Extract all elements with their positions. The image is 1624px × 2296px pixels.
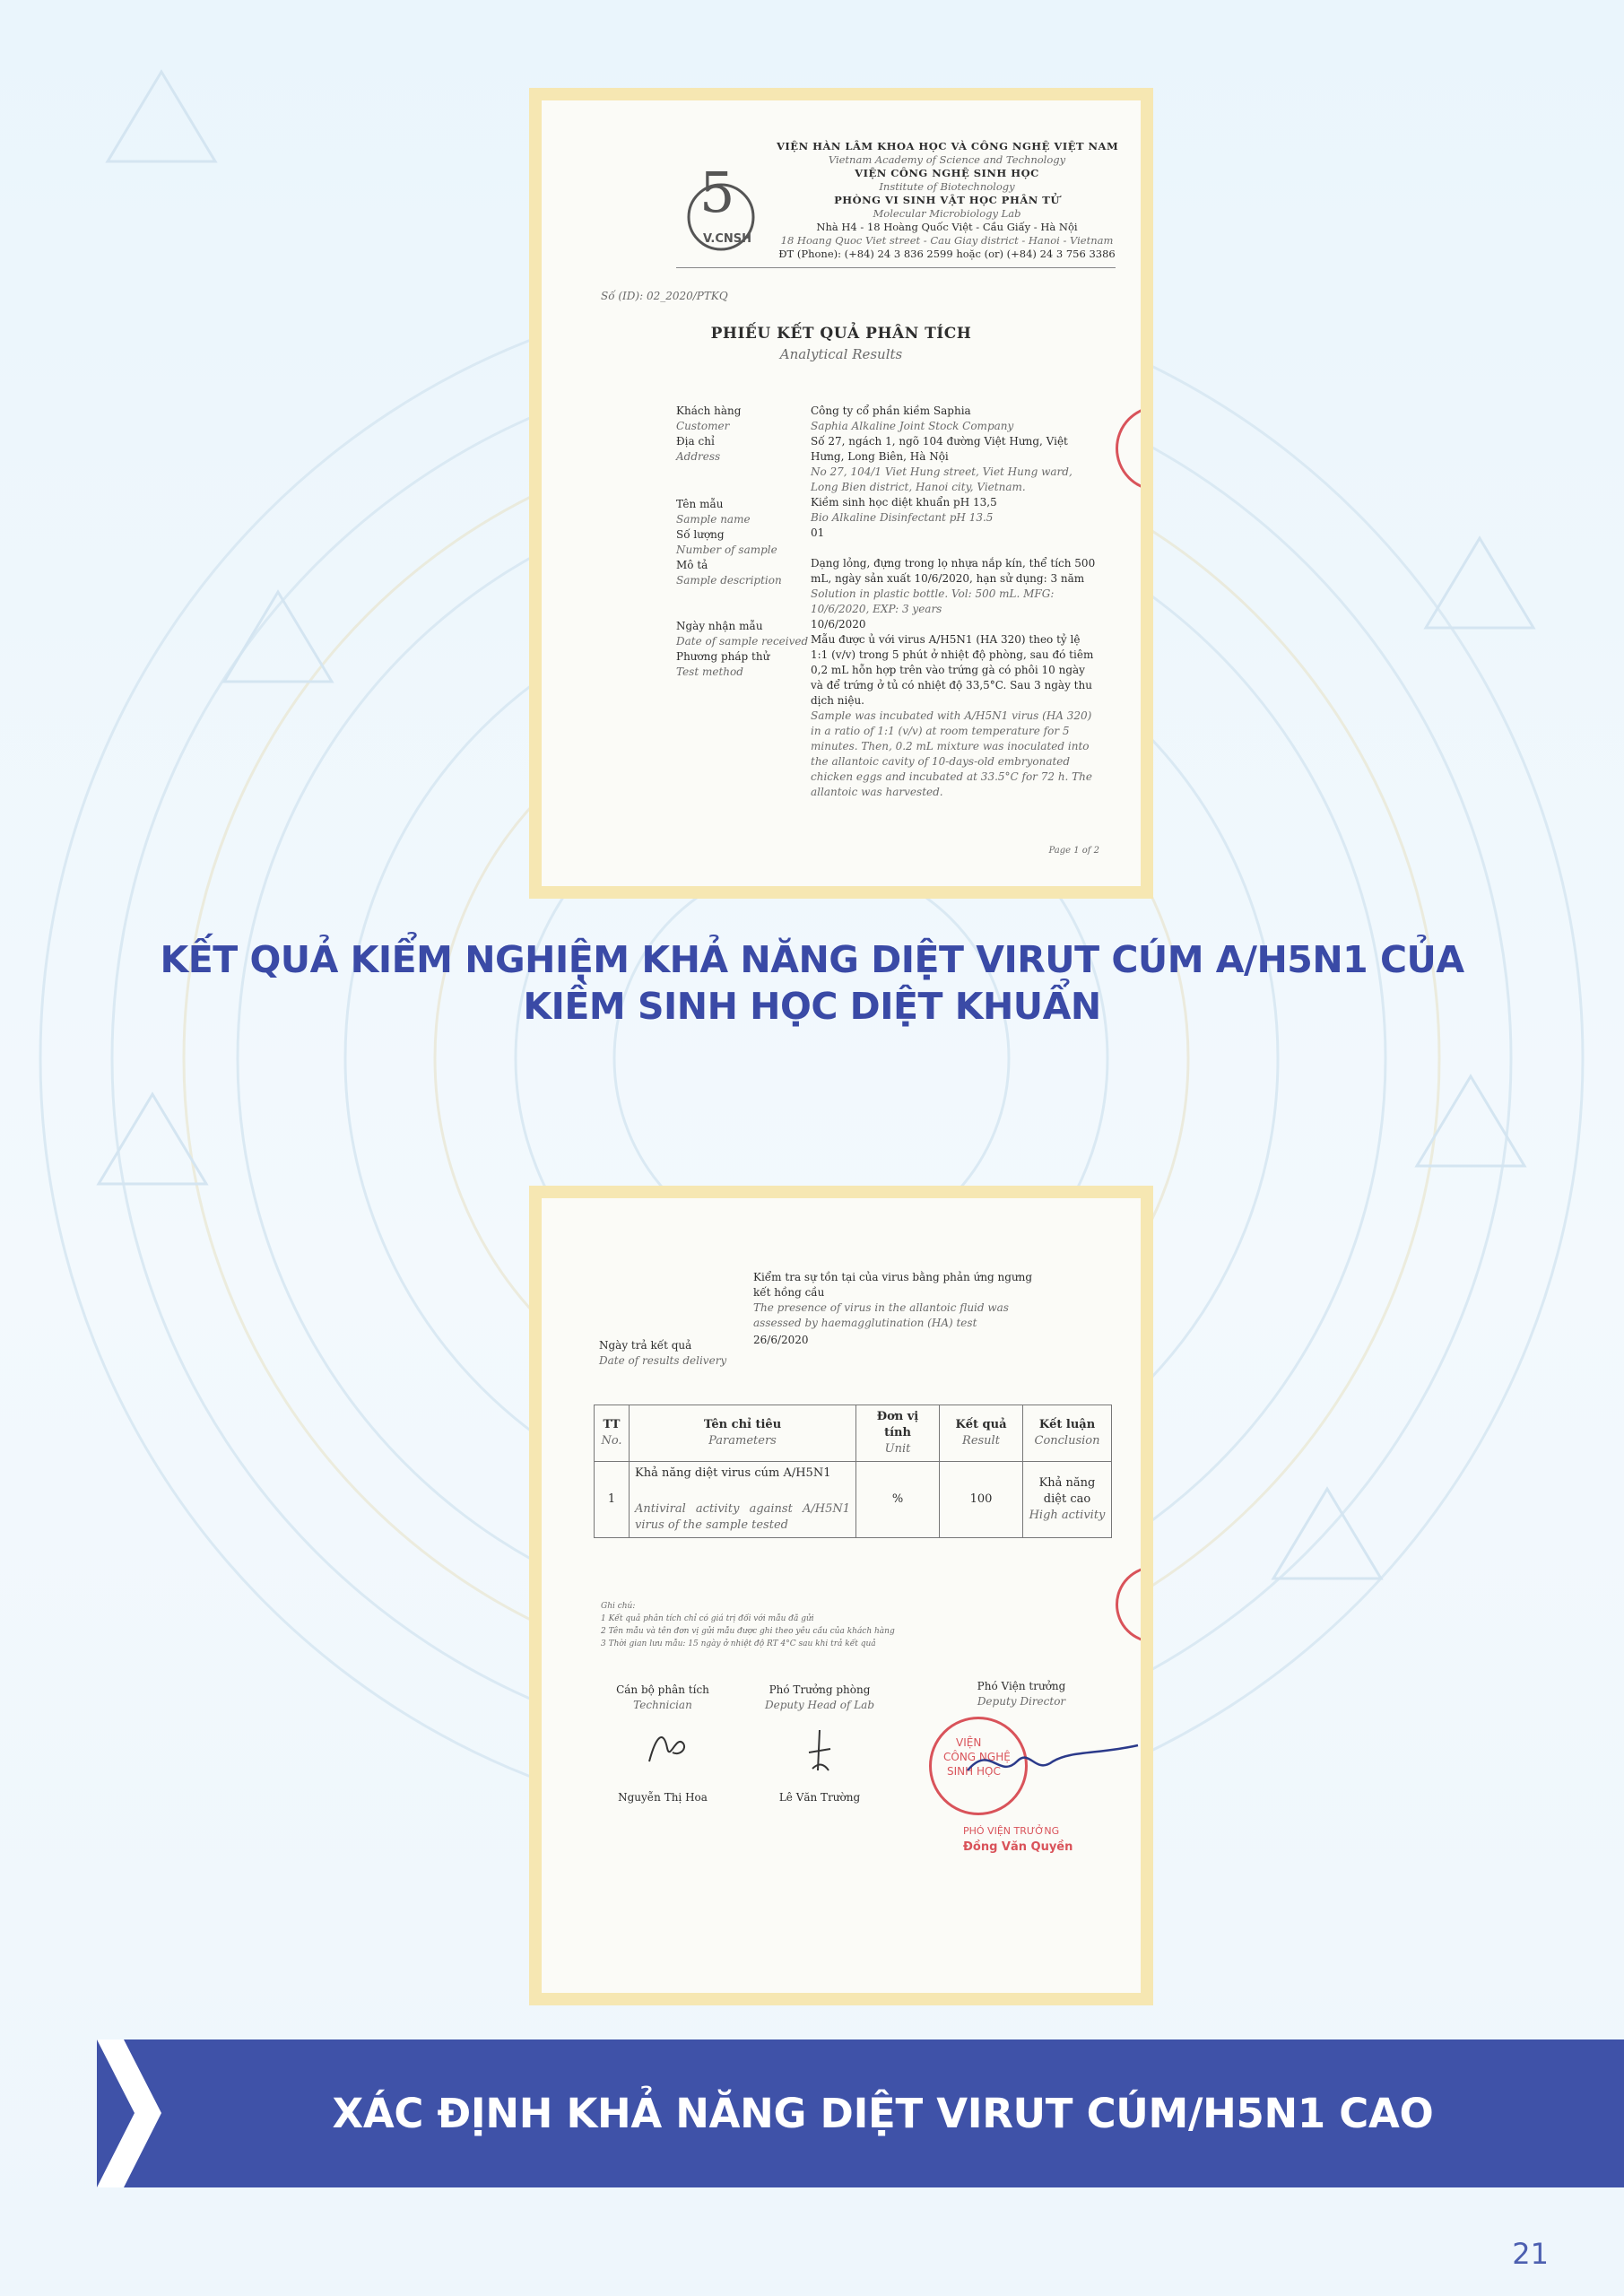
signer-role-en: Technician xyxy=(633,1699,692,1711)
label-en: Number of sample xyxy=(676,544,777,556)
conclusion-banner xyxy=(97,2039,1624,2187)
page-number: 21 xyxy=(1512,2237,1549,2271)
note-line: 2 Tên mẫu và tên đơn vị gửi mẫu được ghi theo yêu cầu của khách hàng xyxy=(601,1627,895,1636)
header-line: Vietnam Academy of Science and Technology xyxy=(828,153,1066,166)
value-line: No 27, 104/1 Viet Hung street, Viet Hung ward, xyxy=(811,465,1073,478)
value-line: minutes. Then, 0.2 mL mixture was inoculated into xyxy=(811,740,1090,752)
value-line: chicken eggs and incubated at 33.5°C for 72 h. The xyxy=(811,770,1093,783)
label-vi: Tên mẫu xyxy=(676,498,724,510)
date-value: 26/6/2020 xyxy=(753,1334,809,1346)
analytical-results-page-2-frame xyxy=(529,1186,1153,2005)
header-line: Institute of Biotechnology xyxy=(879,180,1015,193)
signature-technician-icon xyxy=(640,1726,694,1770)
header-line: Molecular Microbiology Lab xyxy=(873,207,1021,220)
document-page-1 xyxy=(542,100,1141,886)
header-line: VIỆN CÔNG NGHỆ SINH HỌC xyxy=(855,167,1039,179)
signer-role-en: Deputy Director xyxy=(977,1695,1066,1708)
label-en: Sample description xyxy=(676,574,782,587)
cell-unit: % xyxy=(856,1462,940,1538)
stamp-line: VIỆN xyxy=(956,1736,982,1749)
header-divider xyxy=(676,267,1116,268)
value-line: 10/6/2020 xyxy=(811,618,866,631)
value-line: Kiềm sinh học diệt khuẩn pH 13,5 xyxy=(811,496,997,509)
conclusion-vi: Khả năng diệt cao xyxy=(1038,1476,1096,1506)
header-line: 18 Hoang Quoc Viet street - Cau Giay district - Hanoi - Vietnam xyxy=(780,234,1114,247)
label-vi: Ngày nhận mẫu xyxy=(676,620,763,632)
value-line: mL, ngày sản xuất 10/6/2020, hạn sử dụng: 3 năm xyxy=(811,572,1085,585)
param-en: Antiviral activity against A/H5N1 virus of the sample tested xyxy=(635,1502,850,1532)
note-line: Ghi chú: xyxy=(601,1602,636,1611)
signer-deputy-director xyxy=(963,1679,1080,1709)
section-heading xyxy=(143,936,1481,1030)
field-labels xyxy=(676,404,808,680)
signer-role-vi: Phó Trưởng phòng xyxy=(769,1683,871,1696)
results-table xyxy=(594,1405,1112,1538)
value-line: 10/6/2020, EXP: 3 years xyxy=(811,603,942,615)
table-row xyxy=(595,1462,1112,1538)
label-vi: Địa chỉ xyxy=(676,435,715,448)
document-title: PHIẾU KẾT QUẢ PHÂN TÍCH xyxy=(710,325,972,343)
chevron-right-icon xyxy=(97,2039,178,2187)
value-line: dịch niệu. xyxy=(811,694,864,707)
institute-logo-icon xyxy=(683,156,759,255)
value-line: Sample was incubated with A/H5N1 virus (HA 320) xyxy=(811,709,1092,722)
conclusion-en: High activity xyxy=(1029,1509,1106,1522)
analytical-results-page-1-frame xyxy=(529,88,1153,899)
value-line: 1:1 (v/v) trong 5 phút ở nhiệt độ phòng, sau đó tiêm xyxy=(811,648,1094,661)
value-line: allantoic was harvested. xyxy=(811,786,943,798)
section-heading-line-2: KIỀM SINH HỌC DIỆT KHUẨN xyxy=(523,985,1101,1028)
document-number: Số (ID): 02_2020/PTKQ xyxy=(601,290,728,302)
header-parameters: Tên chỉ tiêu Parameters xyxy=(630,1405,856,1462)
signature-deputy-director-icon xyxy=(963,1735,1141,1788)
notes xyxy=(601,1600,895,1650)
signer-role-en: Deputy Head of Lab xyxy=(764,1699,875,1711)
cont-line: The presence of virus in the allantoic fluid was xyxy=(753,1301,1009,1314)
value-line: Dạng lỏng, đựng trong lọ nhựa nắp kín, thể tích 500 xyxy=(811,557,1096,570)
section-heading-line-1: KẾT QUẢ KIỂM NGHIỆM KHẢ NĂNG DIỆT VIRUT CÚM A/H5N1 CỦA xyxy=(160,938,1464,981)
value-line: Số 27, ngách 1, ngõ 104 đường Việt Hưng, Việt xyxy=(811,435,1068,448)
label-vi: Mô tả xyxy=(676,559,708,571)
stamp-line: SINH HỌC xyxy=(947,1765,1001,1778)
signer-deputy-head xyxy=(757,1683,882,1713)
label-vi: Phương pháp thử xyxy=(676,650,770,663)
label-en: Test method xyxy=(676,665,743,678)
cell-no: 1 xyxy=(595,1462,630,1538)
cont-line: assessed by haemagglutination (HA) test xyxy=(753,1317,977,1329)
value-line: và để trứng ở tủ có nhiệt độ 33,5°C. Sau 3 ngày thu xyxy=(811,679,1092,691)
header-no: TT No. xyxy=(595,1405,630,1462)
header-result: Kết quả Result xyxy=(940,1405,1023,1462)
value-line: Bio Alkaline Disinfectant pH 13.5 xyxy=(811,511,994,524)
header-line: ĐT (Phone): (+84) 24 3 836 2599 hoặc (or) (+84) 24 3 756 3386 xyxy=(778,248,1116,260)
document-subtitle: Analytical Results xyxy=(779,346,903,362)
value-line: Saphia Alkaline Joint Stock Company xyxy=(811,420,1014,432)
label-en: Date of sample received xyxy=(676,635,809,648)
note-line: 1 Kết quả phân tích chỉ có giá trị đối với mẫu đã gửi xyxy=(601,1614,814,1623)
signer-name-director: Đồng Văn Quyền xyxy=(963,1840,1073,1854)
cell-conclusion xyxy=(1023,1462,1112,1538)
red-stamp-partial xyxy=(1116,1566,1141,1643)
logo-digit: 5 xyxy=(699,160,735,225)
cell-result: 100 xyxy=(940,1462,1023,1538)
signer-technician xyxy=(613,1683,712,1713)
signature-deputy-head-icon xyxy=(802,1726,838,1779)
institution-header xyxy=(777,140,1117,261)
banner-text: XÁC ĐỊNH KHẢ NĂNG DIỆT VIRUT CÚM/H5N1 CAO xyxy=(332,2090,1434,2137)
cont-line: kết hồng cầu xyxy=(753,1286,825,1299)
value-line: the allantoic cavity of 10-days-old embryonated xyxy=(811,755,1071,768)
value-line: Solution in plastic bottle. Vol: 500 mL. MFG: xyxy=(811,587,1055,600)
signer-name: Nguyễn Thị Hoa xyxy=(618,1791,708,1804)
value-line: 0,2 mL hỗn hợp trên vào trứng gà có phôi 10 ngày xyxy=(811,664,1085,676)
header-line: PHÒNG VI SINH VẬT HỌC PHÂN TỬ xyxy=(834,194,1060,206)
signer-name: Lê Văn Trường xyxy=(778,1791,861,1804)
table-header-row xyxy=(595,1405,1112,1462)
header-conclusion: Kết luận Conclusion xyxy=(1023,1405,1112,1462)
document-page-2 xyxy=(542,1198,1141,1993)
stamp-caption: PHÓ VIỆN TRƯỞNG xyxy=(963,1825,1060,1837)
header-line: VIỆN HÀN LÂM KHOA HỌC VÀ CÔNG NGHỆ VIỆT NAM xyxy=(777,140,1119,152)
value-line: 01 xyxy=(811,526,825,539)
label-vi: Số lượng xyxy=(676,528,725,541)
label-en: Address xyxy=(676,450,721,463)
value-line: Mẫu được ủ với virus A/H5N1 (HA 320) theo tỷ lệ xyxy=(811,633,1081,646)
page-of-label: Page 1 of 2 xyxy=(1048,846,1099,856)
field-values xyxy=(811,404,1095,800)
red-stamp-partial xyxy=(1116,405,1141,491)
header-unit: Đơn vị tính Unit xyxy=(856,1405,940,1462)
signer-role-vi: Cán bộ phân tích xyxy=(616,1683,709,1696)
cell-parameter xyxy=(630,1462,856,1538)
label-vi: Khách hàng xyxy=(676,404,742,417)
note-line: 3 Thời gian lưu mẫu: 15 ngày ở nhiệt độ RT 4°C sau khi trả kết quả xyxy=(601,1639,876,1648)
value-line: in a ratio of 1:1 (v/v) at room temperature for 5 xyxy=(811,725,1070,737)
param-vi: Khả năng diệt virus cúm A/H5N1 xyxy=(635,1466,831,1480)
value-line: Hưng, Long Biên, Hà Nội xyxy=(811,450,949,463)
label-en: Sample name xyxy=(676,513,751,526)
date-label-vi: Ngày trả kết quả xyxy=(599,1339,692,1352)
value-line: Long Bien district, Hanoi city, Vietnam. xyxy=(811,481,1026,493)
stamp-line: CÔNG NGHỆ xyxy=(943,1751,1011,1763)
signer-role-vi: Phó Viện trưởng xyxy=(977,1680,1066,1692)
date-label-en: Date of results delivery xyxy=(599,1354,727,1367)
cont-line: Kiểm tra sự tồn tại của virus bằng phản ứng ngưng xyxy=(753,1271,1033,1283)
value-line: Công ty cổ phần kiềm Saphia xyxy=(811,404,971,417)
header-line: Nhà H4 - 18 Hoàng Quốc Việt - Cầu Giấy - Hà Nội xyxy=(816,221,1078,233)
test-method-continued xyxy=(753,1270,1032,1331)
logo-text: V.CNSH xyxy=(703,232,751,246)
label-en: Customer xyxy=(676,420,730,432)
